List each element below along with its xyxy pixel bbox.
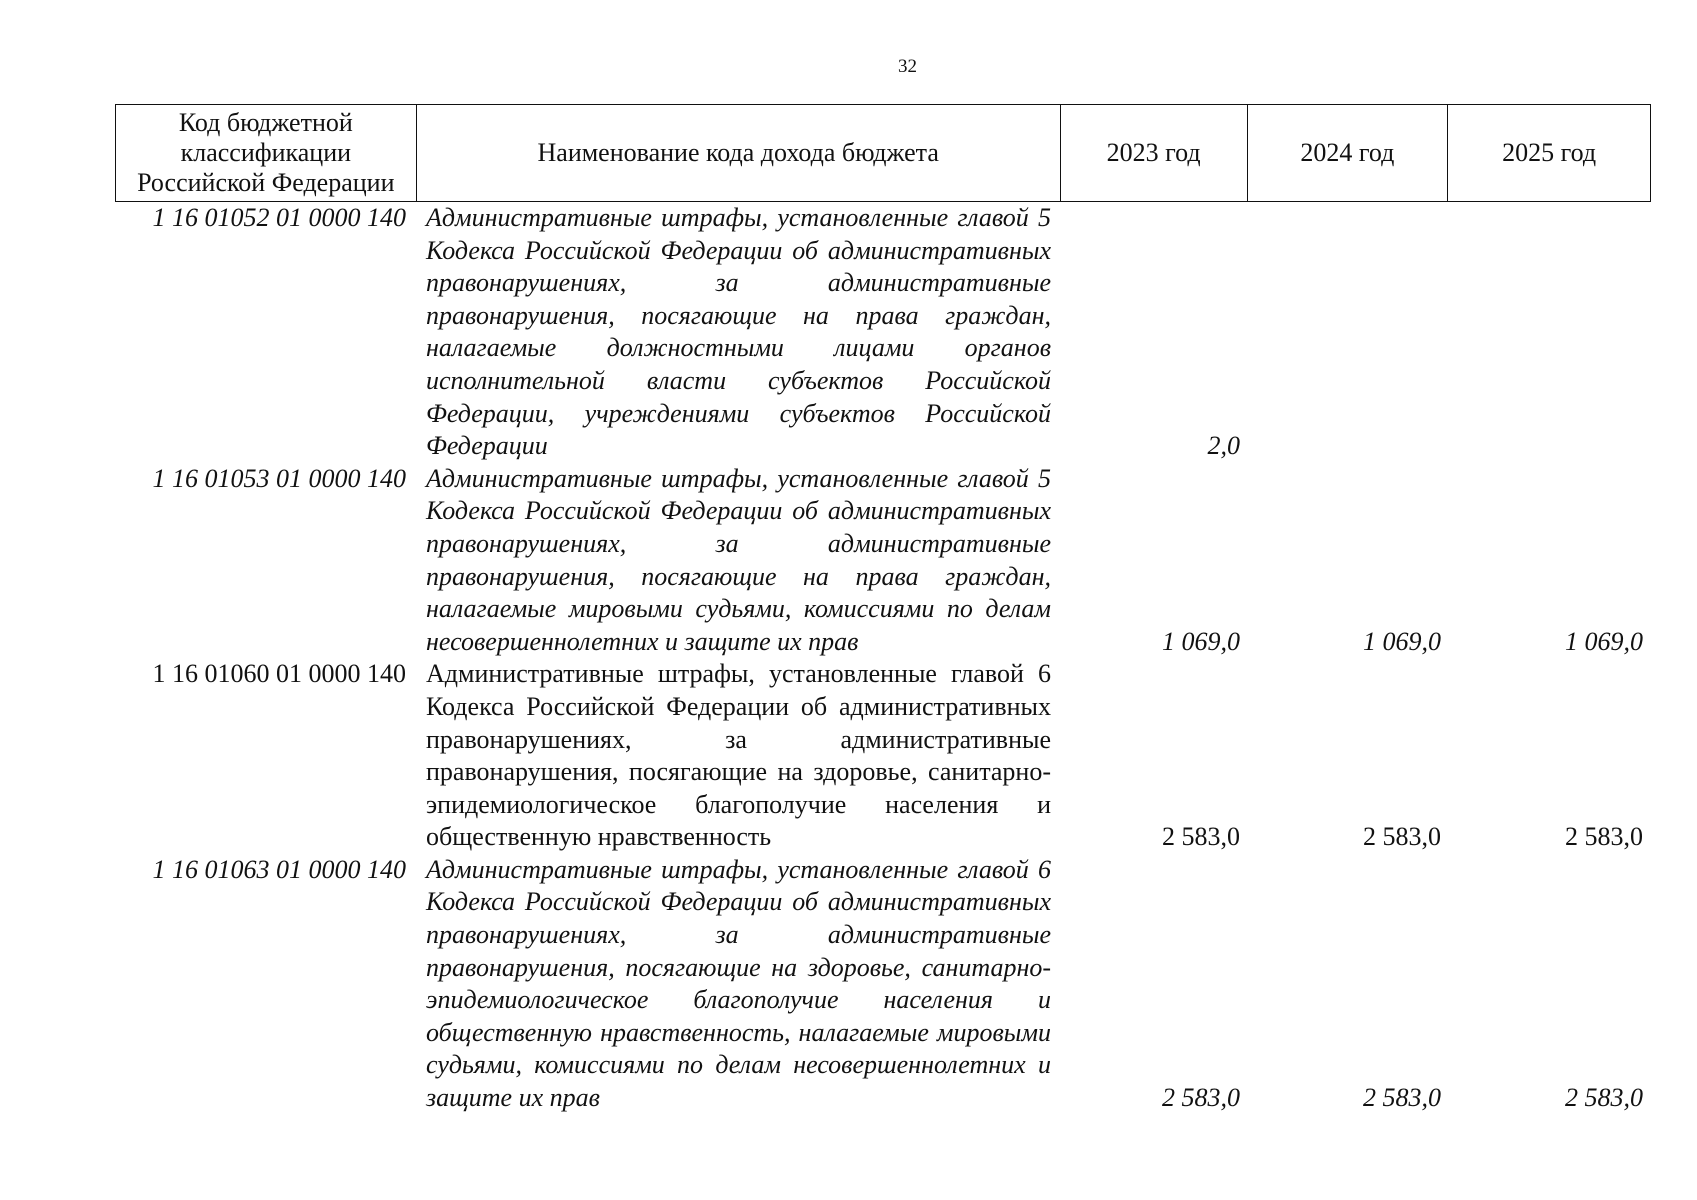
row-value-2025: 2 583,0 [1565, 1083, 1643, 1113]
table-header [115, 104, 1651, 202]
row-value-2024: 1 069,0 [1363, 626, 1441, 656]
row-value-2024 [1248, 202, 1449, 463]
row-code: 1 16 01053 01 0000 140 [152, 463, 406, 493]
row-name: Административные штрафы, установленные главой 6 Кодекса Российской Федерации об административных правонарушениях, за административные правонарушения, посягающие на здоровье, санитарно-эпидемиологическое благополучие населения и общественную нравственность, налагаемые мировыми судьями, комиссиями по делам несовершеннолетних и защите их прав [426, 854, 1051, 1113]
row-value-2025: 2 583,0 [1565, 822, 1643, 852]
row-value-2024: 2 583,0 [1363, 822, 1441, 852]
table-row [115, 202, 1651, 463]
header-2024: 2024 год [1248, 105, 1449, 201]
header-name: Наименование кода дохода бюджета [417, 105, 1061, 201]
row-value-2024: 2 583,0 [1363, 1083, 1441, 1113]
row-value-2023: 2,0 [1207, 431, 1240, 461]
row-value-2025 [1449, 202, 1651, 463]
row-name: Административные штрафы, установленные главой 5 Кодекса Российской Федерации об административных правонарушениях, за административные правонарушения, посягающие на права граждан, налагаемые должностными лицами органов исполнительной власти субъектов Российской Федерации, учреждениями субъектов Российской Федерации [426, 203, 1051, 461]
header-2023: 2023 год [1061, 105, 1248, 201]
table-row [115, 658, 1651, 854]
row-value-2023: 1 069,0 [1162, 626, 1240, 656]
table-row [115, 463, 1651, 659]
row-code: 1 16 01060 01 0000 140 [152, 659, 406, 689]
row-value-2025: 1 069,0 [1565, 626, 1643, 656]
header-code: Код бюджетной классификации Российской Федерации [116, 105, 417, 201]
table-row [115, 854, 1651, 1115]
header-2025: 2025 год [1502, 138, 1597, 167]
row-code: 1 16 01063 01 0000 140 [152, 854, 406, 884]
row-value-2023: 2 583,0 [1162, 822, 1240, 852]
table-body [115, 202, 1651, 1115]
page-number: 32 [898, 56, 917, 77]
row-name: Административные штрафы, установленные главой 6 Кодекса Российской Федерации об административных правонарушениях, за административные правонарушения, посягающие на здоровье, санитарно-эпидемиологическое благополучие населения и общественную нравственность [426, 659, 1051, 852]
row-code: 1 16 01052 01 0000 140 [152, 203, 406, 232]
row-name: Административные штрафы, установленные главой 5 Кодекса Российской Федерации об административных правонарушениях, за административные правонарушения, посягающие на права граждан, налагаемые мировыми судьями, комиссиями по делам несовершеннолетних и защите их прав [426, 463, 1051, 656]
row-value-2023: 2 583,0 [1162, 1083, 1240, 1113]
